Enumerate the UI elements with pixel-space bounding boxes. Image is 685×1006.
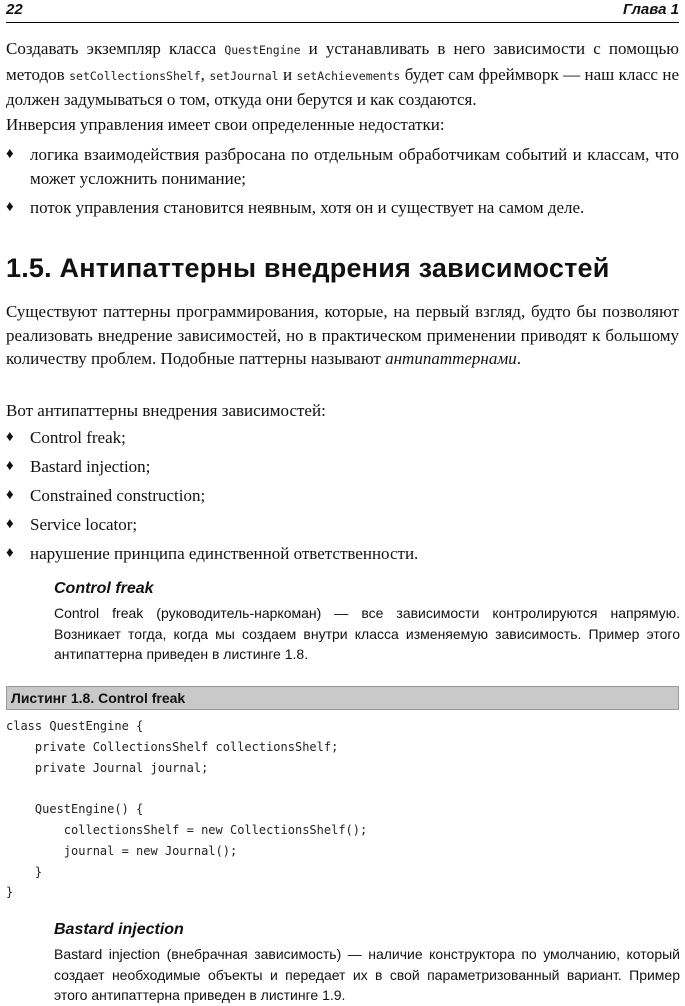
code-set-collections-shelf: setCollectionsShelf: [69, 68, 201, 83]
page-number: 22: [6, 1, 23, 18]
code-line: class QuestEngine {: [6, 719, 144, 733]
bullet-diamond-icon: ♦: [6, 429, 14, 445]
page-header: [6, 0, 679, 23]
code-line: collectionsShelf = new CollectionsShelf();: [6, 822, 368, 837]
code-set-journal: setJournal: [209, 68, 279, 83]
list-item: ♦ Bastard injection;: [6, 455, 679, 484]
inversion-paragraph: Инверсия управления имеет свои определенные недостатки:: [6, 115, 445, 134]
code-set-achievements: setAchievements: [296, 68, 401, 83]
control-freak-heading: Control freak: [54, 580, 154, 597]
intro-text-3: ,: [200, 64, 210, 84]
section-intro: Существуют паттерны программирования, которые, на первый взгляд, будто бы позволяют реализовать внедрение зависимостей, но в практическом применении приводят к большому количеству проблем. Подобные паттерны называют антипаттернами.: [6, 302, 679, 368]
intro-text-5: будет сам фреймворк — наш класс не должен задумываться о том, откуда они берутся и как создаются.: [6, 64, 680, 109]
code-listing: [6, 716, 367, 903]
code-line: journal = new Journal();: [6, 843, 238, 858]
code-line: private CollectionsShelf collectionsShelf;: [6, 739, 339, 754]
drawbacks-list: [6, 143, 679, 220]
code-line: private Journal journal;: [6, 760, 209, 775]
list-item: ♦ Service locator;: [6, 513, 679, 542]
listing-title: Листинг 1.8. Control freak: [6, 686, 679, 710]
list-item: ♦ логика взаимодействия разбросана по отдельным обработчикам событий и классам, что может усложнить понимание;: [6, 145, 679, 188]
intro-text-2: и устанавливать в него зависимости с помощью методов: [6, 39, 679, 84]
bullet-diamond-icon: ♦: [6, 199, 14, 215]
section-title: 1.5. Антипаттерны внедрения зависимостей: [6, 253, 610, 283]
bastard-injection-heading: Bastard injection: [54, 921, 184, 938]
antipatterns-list: [6, 426, 679, 571]
code-line: }: [6, 864, 43, 879]
bullet-diamond-icon: ♦: [6, 146, 14, 162]
antipatterns-intro: Вот антипаттерны внедрения зависимостей:: [6, 401, 326, 420]
code-line: [6, 778, 367, 799]
bastard-injection-text: Bastard injection (внебрачная зависимость) — наличие конструктора по умолчанию, который создает необходимые объекты и передает их в свой параметризованный вариант. Пример этого антипаттерна приведен в листинге 1.9.: [54, 946, 680, 1003]
emphasis-antipatterns: антипаттернами: [385, 349, 517, 368]
code-line: }: [6, 885, 14, 900]
list-item: ♦ поток управления становится неявным, хотя он и существует на самом деле.: [6, 196, 679, 220]
bullet-diamond-icon: ♦: [6, 545, 14, 561]
list-item: ♦ нарушение принципа единственной ответственности.: [6, 542, 679, 571]
control-freak-text: Control freak (руководитель-наркоман) — все зависимости контролируются напрямую. Возникает тогда, когда мы создаем внутри класса изменяемую зависимость. Пример этого антипаттерна приведен в листинге 1.8.: [54, 605, 680, 662]
intro-paragraph: [6, 37, 679, 112]
chapter-label: Глава 1: [622, 1, 679, 18]
bullet-diamond-icon: ♦: [6, 458, 14, 474]
code-line: QuestEngine() {: [6, 802, 144, 817]
code-quest-engine: QuestEngine: [224, 43, 301, 57]
list-item: ♦ Control freak;: [6, 426, 679, 455]
list-item: ♦ Constrained construction;: [6, 484, 679, 513]
bullet-diamond-icon: ♦: [6, 487, 14, 503]
bullet-diamond-icon: ♦: [6, 516, 14, 532]
intro-text-1: Создавать экземпляр класса: [6, 39, 225, 58]
intro-text-4: и: [278, 64, 297, 84]
